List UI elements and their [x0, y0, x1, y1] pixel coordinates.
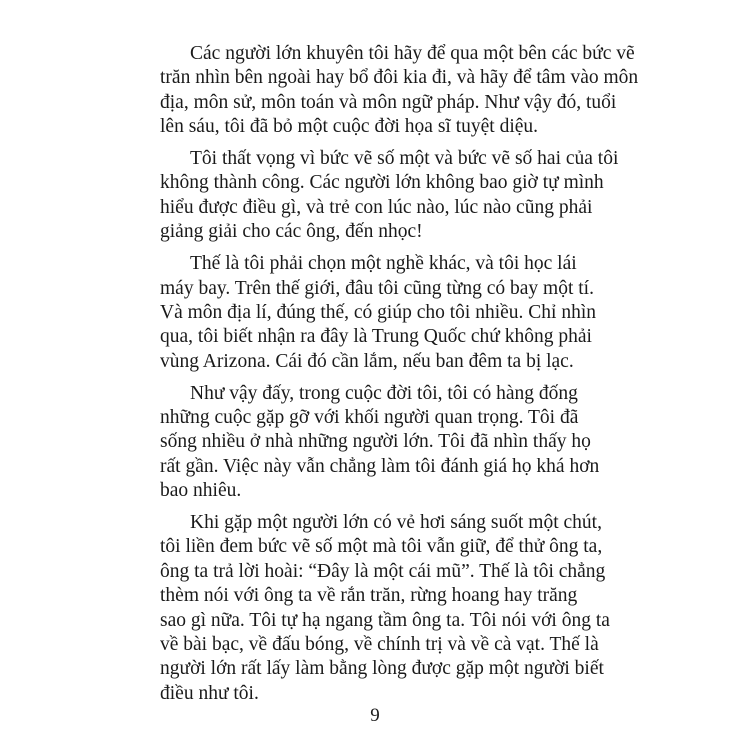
text-line: địa, môn sử, môn toán và môn ngữ pháp. Như vậy đó, tuổi	[160, 91, 617, 113]
text-line: Các người lớn khuyên tôi hãy để qua một bên các bức vẽ	[190, 43, 635, 64]
text-line: rất gần. Việc này vẫn chẳng làm tôi đánh giá họ khá hơn	[160, 455, 600, 477]
paragraph	[160, 382, 600, 504]
text-line: sao gì nữa. Tôi tự hạ ngang tầm ông ta. Tôi nói với ông ta	[160, 609, 610, 631]
text-line: thèm nói với ông ta về rắn trăn, rừng hoang hay trăng	[160, 585, 578, 607]
paragraph	[160, 252, 596, 374]
text-line: Như vậy đấy, trong cuộc đời tôi, tôi có hàng đống	[190, 382, 578, 404]
text-line: Thế là tôi phải chọn một nghề khác, và tôi học lái	[190, 253, 577, 275]
paragraph	[160, 42, 639, 140]
text-line: điều như tôi.	[160, 682, 259, 704]
text-line: Và môn địa lí, đúng thế, có giúp cho tôi nhiều. Chỉ nhìn	[160, 301, 596, 323]
text-line: Tôi thất vọng vì bức vẽ số một và bức vẽ số hai của tôi	[190, 148, 619, 170]
text-line: ông ta trả lời hoài: “Đây là một cái mũ”. Thế là tôi chẳng	[160, 560, 606, 582]
text-line: trăn nhìn bên ngoài hay bổ đôi kia đi, và hãy để tâm vào môn	[160, 67, 639, 89]
text-line: người lớn rất lấy làm bằng lòng được gặp một người biết	[160, 658, 604, 680]
text-line: những cuộc gặp gỡ với khối người quan trọng. Tôi đã	[160, 406, 579, 428]
text-line: lên sáu, tôi đã bỏ một cuộc đời họa sĩ tuyệt diệu.	[160, 116, 539, 138]
page-body	[160, 42, 639, 714]
text-line: sống nhiều ở nhà những người lớn. Tôi đã nhìn thấy họ	[160, 431, 591, 453]
text-line: giảng giải cho các ông, đến nhọc!	[160, 221, 423, 243]
page-number: 9	[370, 705, 380, 726]
text-line: máy bay. Trên thế giới, đâu tôi cũng từng có bay một tí.	[160, 277, 594, 299]
paragraph	[160, 147, 619, 245]
text-line: không thành công. Các người lớn không bao giờ tự mình	[160, 172, 604, 194]
paragraph	[160, 511, 610, 706]
text-line: về bài bạc, về đấu bóng, về chính trị và về cà vạt. Thế là	[160, 633, 599, 655]
text-line: bao nhiêu.	[160, 480, 242, 502]
text-line: tôi liền đem bức vẽ số một mà tôi vẫn giữ, để thử ông ta,	[160, 536, 603, 558]
text-line: hiểu được điều gì, và trẻ con lúc nào, lúc nào cũng phải	[160, 196, 593, 218]
text-line: vùng Arizona. Cái đó cần lắm, nếu ban đêm ta bị lạc.	[160, 350, 574, 372]
text-line: Khi gặp một người lớn có vẻ hơi sáng suốt một chút,	[190, 512, 602, 534]
text-line: qua, tôi biết nhận ra đây là Trung Quốc chứ không phải	[160, 326, 592, 348]
